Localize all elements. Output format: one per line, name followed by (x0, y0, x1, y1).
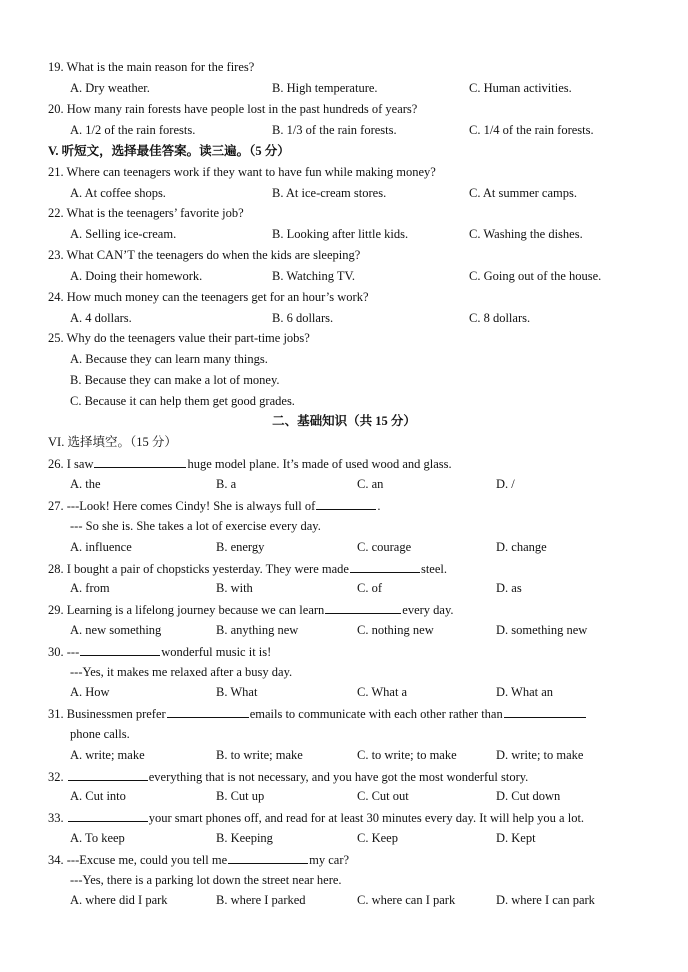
answer-option: C. courage (357, 540, 412, 554)
text-segment: 27. ---Look! Here comes Cindy! She is always full of (48, 499, 316, 513)
answer-option: D. something new (496, 623, 588, 637)
answer-blank (350, 560, 420, 573)
question-text: C. Because it can help them get good grades. (70, 394, 295, 408)
text-segment: 30. --- (48, 645, 80, 659)
answer-option: B. with (216, 581, 253, 595)
answer-blank (504, 705, 586, 718)
text-segment: my car? (309, 853, 350, 867)
text-segment: huge model plane. It’s made of used wood and glass. (187, 457, 452, 471)
answer-option: B. Keeping (216, 831, 273, 845)
answer-option: D. Cut down (496, 789, 561, 803)
answer-option: B. 1/3 of the rain forests. (272, 123, 397, 137)
text-segment: emails to communicate with each other rather than (249, 707, 503, 721)
text-segment: . (377, 499, 381, 513)
answer-option: A. Cut into (70, 789, 126, 803)
text-segment: 33. (48, 811, 67, 825)
question-text (48, 851, 349, 868)
text-segment: wonderful music it is! (161, 645, 272, 659)
answer-option: C. Human activities. (469, 81, 572, 95)
question-text: 22. What is the teenagers’ favorite job? (48, 206, 244, 220)
answer-option: C. What a (357, 685, 408, 699)
answer-option: B. anything new (216, 623, 299, 637)
answer-blank (167, 705, 249, 718)
answer-option: D. as (496, 581, 522, 595)
answer-option: B. What (216, 685, 258, 699)
section-heading: V. 听短文，选择最佳答案。读三遍。（5 分） (48, 144, 290, 158)
answer-option: A. Doing their homework. (70, 269, 203, 283)
question-text (48, 497, 380, 514)
question-text (48, 643, 271, 660)
text-segment: everything that is not necessary, and you have got the most wonderful story. (148, 770, 529, 784)
answer-option: D. where I can park (496, 893, 595, 907)
answer-option: A. At coffee shops. (70, 186, 166, 200)
answer-blank (80, 643, 160, 656)
answer-option: C. 1/4 of the rain forests. (469, 123, 594, 137)
answer-blank (68, 809, 148, 822)
question-text: B. Because they can make a lot of money. (70, 373, 280, 387)
text-segment: every day. (402, 603, 454, 617)
text-segment: 32. (48, 770, 67, 784)
answer-blank (316, 497, 376, 510)
question-text: --- So she is. She takes a lot of exercise every day. (70, 519, 321, 533)
question-text: VI. 选择填空。（15 分） (48, 435, 177, 449)
answer-option: B. energy (216, 540, 265, 554)
text-segment: 26. I saw (48, 457, 94, 471)
question-text: 25. Why do the teenagers value their part-time jobs? (48, 331, 310, 345)
text-segment: 29. Learning is a lifelong journey because we can learn (48, 603, 325, 617)
answer-option: A. new something (70, 623, 162, 637)
answer-option: B. At ice-cream stores. (272, 186, 387, 200)
answer-option: A. How (70, 685, 110, 699)
question-text: 21. Where can teenagers work if they want to have fun while making money? (48, 165, 436, 179)
answer-option: B. Watching TV. (272, 269, 356, 283)
answer-option: A. write; make (70, 748, 145, 762)
answer-option: C. where can I park (357, 893, 456, 907)
answer-option: C. Cut out (357, 789, 409, 803)
question-text: 20. How many rain forests have people lost in the past hundreds of years? (48, 102, 418, 116)
answer-option: C. of (357, 581, 382, 595)
text-segment: your smart phones off, and read for at least 30 minutes every day. It will help you a lot. (148, 811, 585, 825)
answer-option: C. to write; to make (357, 748, 457, 762)
question-text: 19. What is the main reason for the fires? (48, 60, 255, 74)
answer-blank (228, 851, 308, 864)
answer-option: A. To keep (70, 831, 125, 845)
answer-option: B. a (216, 477, 237, 491)
text-segment: 28. I bought a pair of chopsticks yesterday. They were made (48, 562, 349, 576)
answer-option: A. 1/2 of the rain forests. (70, 123, 196, 137)
answer-option: B. High temperature. (272, 81, 378, 95)
answer-option: A. Dry weather. (70, 81, 150, 95)
answer-option: B. Cut up (216, 789, 265, 803)
answer-option: C. an (357, 477, 384, 491)
answer-option: C. Keep (357, 831, 398, 845)
answer-blank (325, 601, 401, 614)
answer-option: C. At summer camps. (469, 186, 577, 200)
question-text (48, 768, 528, 785)
answer-option: D. write; to make (496, 748, 584, 762)
answer-option: A. influence (70, 540, 132, 554)
answer-option: A. from (70, 581, 110, 595)
answer-option: A. Selling ice-cream. (70, 227, 177, 241)
answer-option: C. nothing new (357, 623, 434, 637)
text-segment: 34. ---Excuse me, could you tell me (48, 853, 228, 867)
question-text: 23. What CAN’T the teenagers do when the kids are sleeping? (48, 248, 361, 262)
text-segment: steel. (420, 562, 447, 576)
answer-option: B. 6 dollars. (272, 311, 334, 325)
answer-option: D. / (496, 477, 515, 491)
question-text: phone calls. (70, 727, 130, 741)
answer-option: A. where did I park (70, 893, 168, 907)
question-text: ---Yes, it makes me relaxed after a busy day. (70, 665, 293, 679)
question-text (48, 809, 584, 826)
answer-option: A. the (70, 477, 101, 491)
answer-option: A. 4 dollars. (70, 311, 132, 325)
text-segment: 31. Businessmen prefer (48, 707, 166, 721)
answer-option: D. Kept (496, 831, 536, 845)
answer-option: C. Going out of the house. (469, 269, 602, 283)
question-text (48, 601, 454, 618)
answer-option: B. where I parked (216, 893, 306, 907)
answer-option: C. 8 dollars. (469, 311, 531, 325)
answer-blank (94, 455, 186, 468)
answer-blank (68, 768, 148, 781)
question-text: 24. How much money can the teenagers get for an hour’s work? (48, 290, 369, 304)
question-text: A. Because they can learn many things. (70, 352, 268, 366)
section-heading: 二、基础知识（共 15 分） (272, 414, 416, 428)
question-text (48, 705, 587, 722)
question-text: ---Yes, there is a parking lot down the street near here. (70, 873, 342, 887)
answer-option: B. to write; make (216, 748, 303, 762)
answer-option: D. What an (496, 685, 554, 699)
question-text (48, 560, 447, 577)
answer-option: B. Looking after little kids. (272, 227, 409, 241)
question-text (48, 455, 452, 472)
answer-option: D. change (496, 540, 547, 554)
answer-option: C. Washing the dishes. (469, 227, 583, 241)
